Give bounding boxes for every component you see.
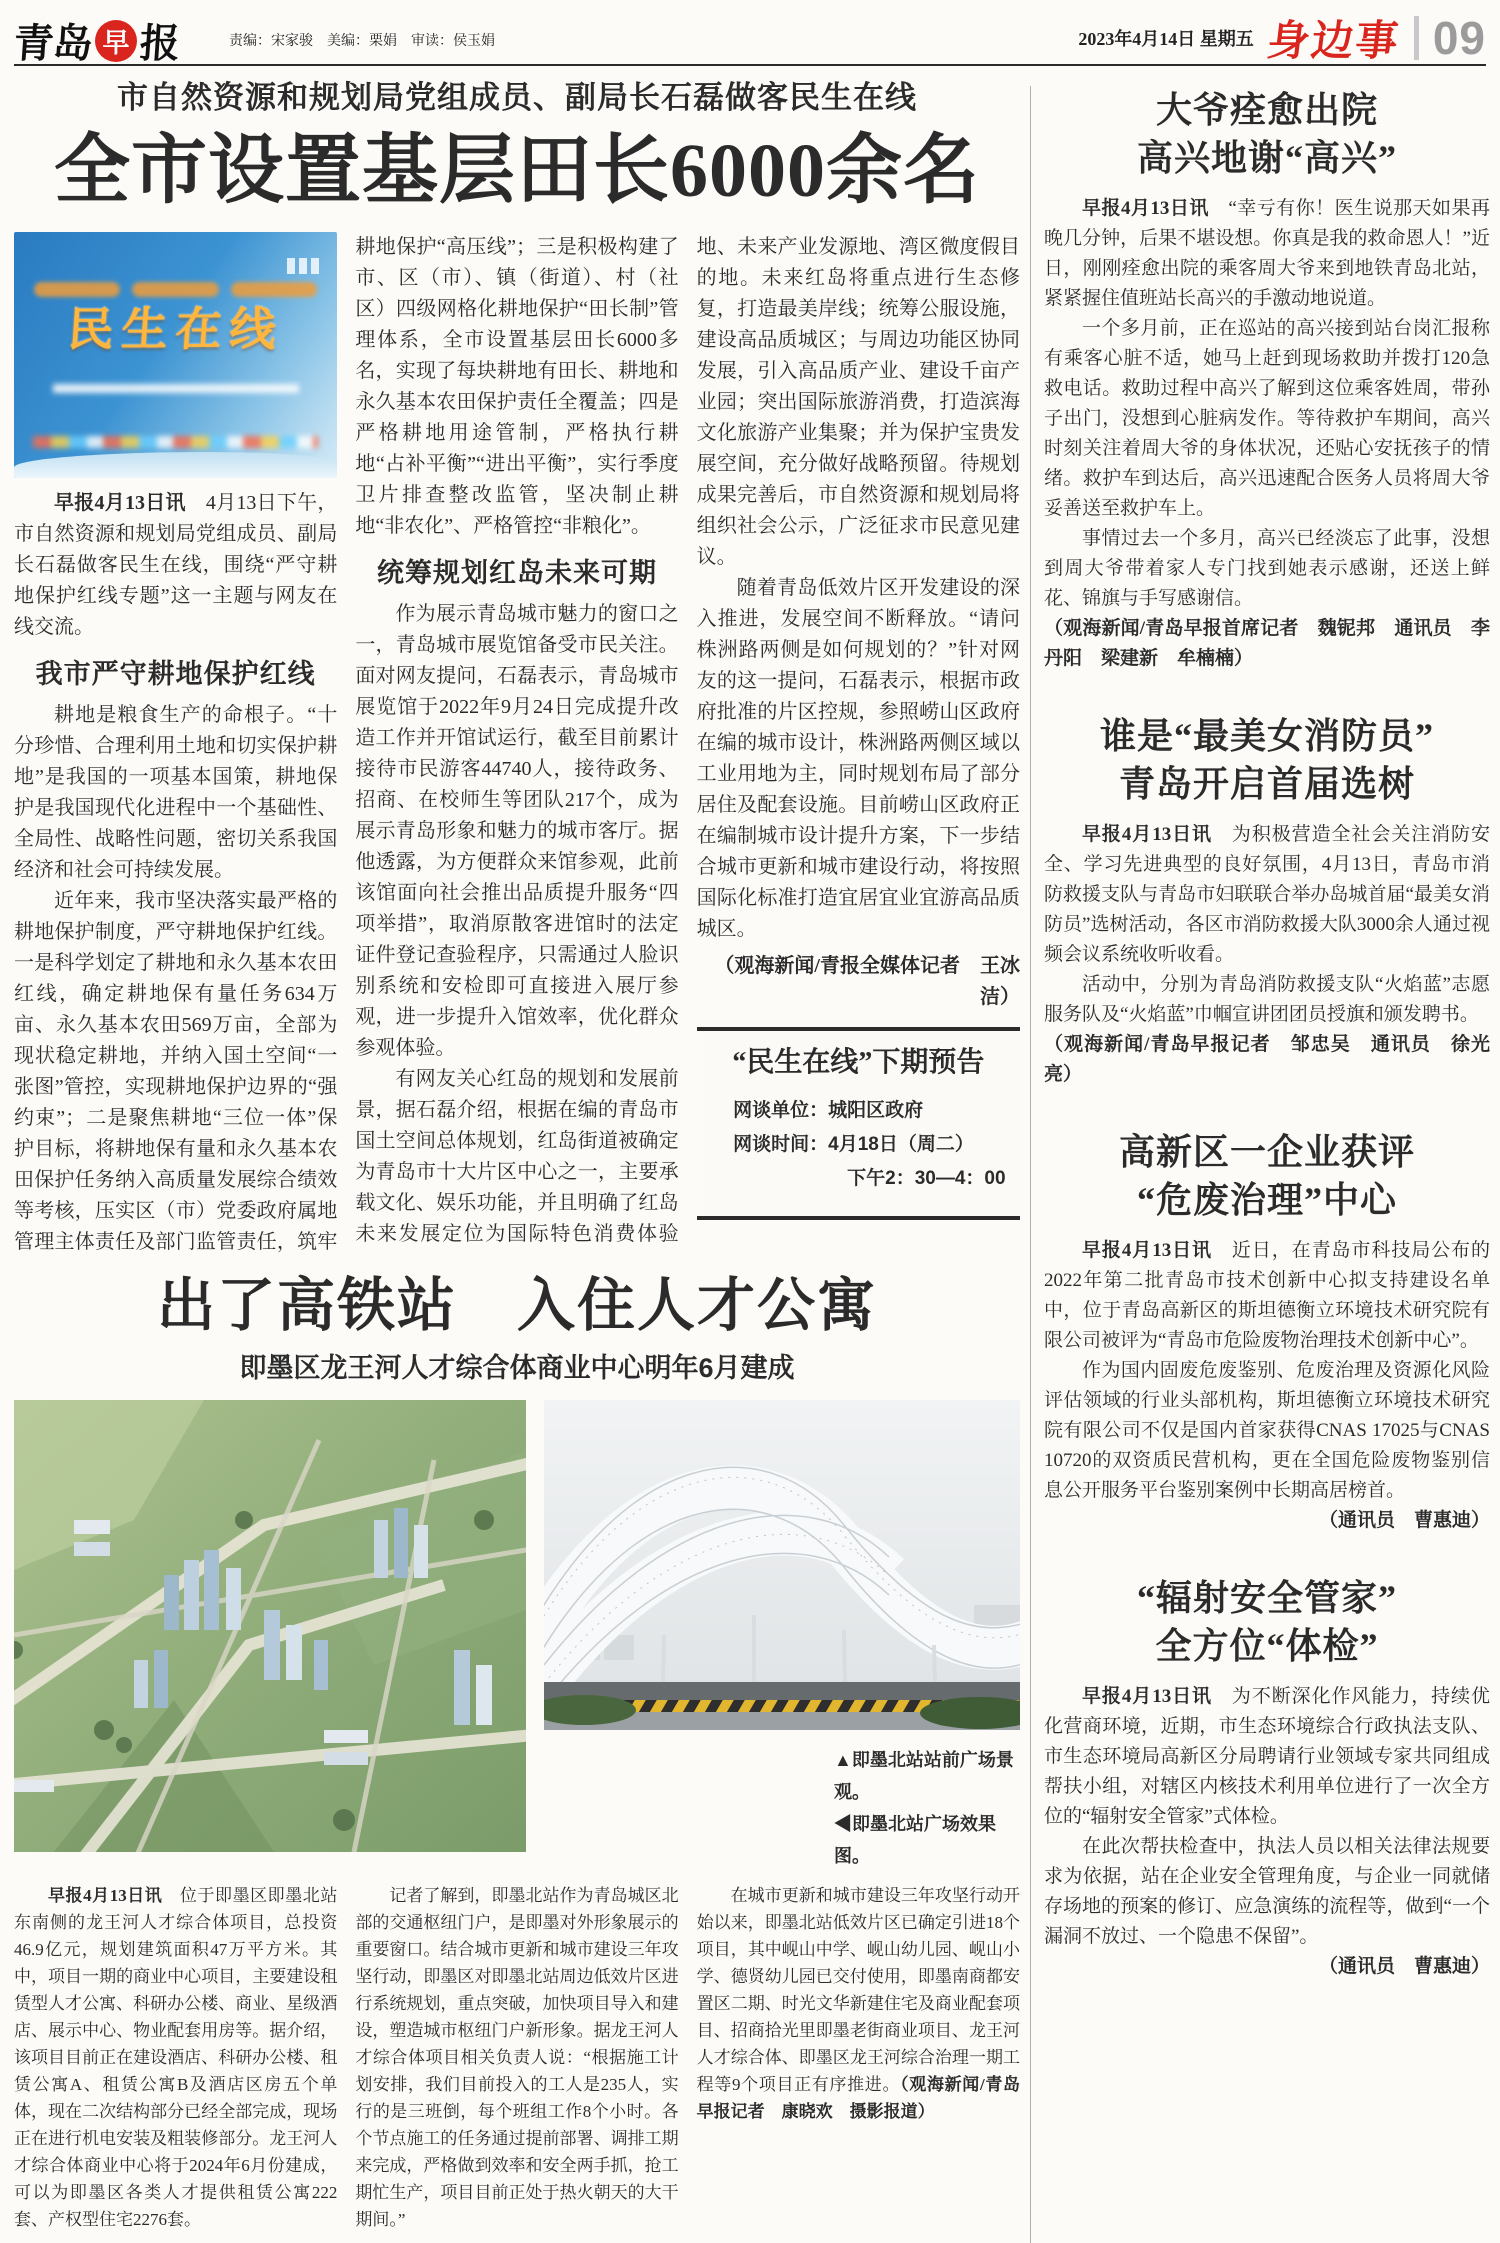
banner-title: 民生在线 (65, 303, 286, 355)
paragraph: 作为展示青岛城市魅力的窗口之一，青岛城市展览馆备受市民关注。面对网友提问，石磊表示，青岛城市展览馆于2022年9月24日完成提升改造工作并开馆试运行，截至目前累计接待市民游客44740人，接待政务、招商、在校师生等团队217个，成为展示青岛形象和魅力的城市客厅。据他透露，为方便群众来馆参观，此前该馆面向社会推出品质提升服务“四项举措”，取消原散客进馆时的法定证件登记查验程序，只需通过人脸识别系统和安检即可直接进入展厅参观，进一步提升入馆效率，优化群众参观体验。 (355, 603, 679, 1059)
page-header (14, 6, 1486, 66)
article-kicker: 市自然资源和规划局党组成员、副局长石磊做客民生在线 (117, 80, 917, 115)
preview-box-line: 网谈单位：城阳区政府 (733, 1100, 924, 1121)
preview-box-title: “民生在线”下期预告 (732, 1047, 985, 1078)
banner-subtext-bar (53, 384, 299, 393)
article-body-columns (14, 1882, 1020, 2243)
byline: （观海新闻/青岛早报记者 邹忠吴 通讯员 徐光亮） (1044, 1034, 1490, 1085)
section-head-1: 我市严守耕地保护红线 (35, 659, 316, 689)
sidebar-column (1044, 86, 1490, 2243)
photo-row (14, 1400, 1020, 1872)
article-headline: 出了高铁站 入住人才公寓 (156, 1273, 877, 1338)
preview-box-line: 网谈时间：4月18日（周二） (733, 1134, 974, 1155)
paragraph: 在城市更新和城市建设三年攻坚行动开始以来，即墨北站低效片区已确定引进18个项目，其中岘山中学、岘山幼儿园、岘山小学、德贤幼儿园已交付使用，即墨南商都安置区二期、时光文华新建住宅及商业配套项目、招商拾光里即墨老街商业项目、龙王河人才综合体、即墨区龙王河综合治理一期工程等9个项目正有序推进。（观海新闻/青岛早报记者 康晓欢 摄影报道） (696, 1886, 1020, 2121)
article-headline: 高新区一企业获评 “危废治理”中心 (1118, 1132, 1415, 1220)
masthead-seal-icon: 早 (95, 20, 137, 62)
dateline: 早报4月13日讯 (1082, 1240, 1232, 1261)
paragraph: 一个多月前，正在巡站的高兴接到站台岗汇报称有乘客心脏不适，她马上赶到现场救助并拨打120急救电话。救助过程中高兴了解到这位乘客姓周，带孙子出门，没想到心脏病发作。等待救护车期间，高兴时刻关注着周大爷的身体状况，还贴心安抚孩子的情绪。救护车到达后，高兴迅速配合医务人员将周大爷妥善送至救护车上。 (1044, 318, 1490, 519)
preview-box-line: 下午2：30—4：00 (847, 1168, 1006, 1189)
banner-logos-bar (33, 436, 318, 448)
paragraph: 近年来，我市坚决落实最严格的耕地保护制度，严守耕地保护红线。一是科学划定了耕地和永久基本农田红线，确定耕地保有量任务634万亩、永久基本农田569万亩，全部为现状稳定耕地，并纳入国土空间“一张图”管控，实现耕地保护边界的“强约束”；二是聚焦耕地“三位一体”保护目标，将耕地保有量和永久基本农田保护任务纳入高质量发展综合绩效等考核，压实区（市）党委政府属地管理主体责任及部门监管责任，筑牢耕地保护“高压线”；三是积极构建了市、区（市）、镇（街道）、村（社区）四级网格化耕地保护“田长制”管理体系，全市设置基层田长6000多名，实现了每块耕地有田长、耕地和永久基本农田保护责任全覆盖；四是严格耕地用途管制，严格执行耕地“占补平衡”“进出平衡”，实行季度卫片排查整改监管，坚决制止耕地“非农化”、严格管控“非粮化”。 (14, 236, 679, 1253)
article-headline: 全市设置基层田长6000余名 (54, 129, 980, 213)
byline: （观海新闻/青报全媒体记者 王冰洁） (714, 955, 1020, 1008)
lead-paragraph: 早报4月13日讯 近日，在青岛市科技局公布的2022年第二批青岛市技术创新中心拟支持建设名单中，位于青岛高新区的斯坦德衡立环境技术研究院有限公司被评为“青岛市危险废物治理技术创新中心”。 (1044, 1240, 1490, 1351)
dateline: 早报4月13日讯 (54, 492, 206, 514)
article-field-chiefs (14, 78, 1020, 1266)
column-divider-rule (1030, 86, 1031, 2243)
dateline: 早报4月13日讯 (1082, 198, 1229, 219)
station-plaza-photo (544, 1400, 1020, 1730)
article-radiation-safety-check (1044, 1574, 1490, 1982)
section-title: 身边事 (1264, 17, 1403, 64)
article-subhead: 即墨区龙王河人才综合体商业中心明年6月建成 (239, 1353, 795, 1383)
dateline: 早报4月13日讯 (1082, 1686, 1232, 1707)
lead-paragraph: 早报4月13日讯 位于即墨区即墨北站东南侧的龙王河人才综合体项目，总投资46.9亿元，规划建筑面积47万平方米。其中，项目一期的商业中心项目，主要建设租赁型人才公寓、科研办公楼、商业、星级酒店、展示中心、物业配套用房等。据介绍，该项目目前正在建设酒店、科研办公楼、租赁公寓A、租赁公寓B及酒店区房五个单体，现在二次结构部分已经全部完成，现场正在进行机电安装及粗装修部分。龙王河人才综合体商业中心将于2024年6月份建成，可以为即墨区各类人才提供租赁公寓222套、产权型住宅2276套。 (14, 1886, 338, 2229)
paragraph: 耕地是粮食生产的命根子。“十分珍惜、合理利用土地和切实保护耕地”是我国的一项基本国策，耕地保护是我国现代化进程中一个基础性、全局性、战略性问题，密切关系我国经济和社会可持续发展。 (14, 704, 338, 881)
photo-caption: ▲即墨北站站前广场景观。 (834, 1750, 1014, 1802)
article-talent-apartments (14, 1272, 1020, 2243)
article-grandpa-thanks (1044, 86, 1490, 674)
article-body-columns (14, 232, 1020, 1266)
dateline: 早报4月13日讯 (48, 1886, 180, 1905)
banner-pixel-decoration (287, 258, 321, 274)
right-photo-and-captions (544, 1400, 1020, 1872)
lead-paragraph: 早报4月13日讯 4月13日下午，市自然资源和规划局党组成员、副局长石磊做客民生在线，围绕“严守耕地保护红线专题”这一主题与网友在线交流。 (14, 492, 338, 638)
dateline: 早报4月13日讯 (1082, 824, 1232, 845)
byline: （通讯员 曹惠迪） (1318, 1510, 1490, 1531)
banner-wave-decoration (14, 452, 337, 478)
section-head-2: 统筹规划红岛未来可期 (376, 558, 657, 588)
lead-paragraph: 早报4月13日讯 为积极营造全社会关注消防安全、学习先进典型的良好氛围，4月13日，青岛市消防救援支队与青岛市妇联联合举办岛城首届“最美女消防员”选树活动，各区市消防救援大队3000余人通过视频会议系统收听收看。 (1044, 824, 1490, 965)
header-divider (1414, 16, 1419, 60)
next-session-preview-box (697, 1027, 1020, 1220)
masthead-text: 报 (138, 22, 181, 66)
issue-date: 2023年4月14日 星期五 (1078, 29, 1254, 49)
article-hazardous-waste-center (1044, 1128, 1490, 1536)
masthead-text: 青岛 (12, 22, 94, 66)
paragraph: 随着青岛低效片区开发建设的深入推进，发展空间不断释放。“请问株洲路两侧是如何规划的？”针对网友的这一提问，石磊表示，根据市政府批准的片区控规，参照崂山区政府在编的城市设计，株洲路两侧区域以工业用地为主，同时规划布局了部分居住及配套设施。目前崂山区政府正在编制城市设计提升方案，下一步结合城市更新和城市建设行动，将按照国际化标准打造宜居宜业宜游高品质城区。 (696, 577, 1020, 940)
article-headline: 大爷痊愈出院 高兴地谢“高兴” (1136, 90, 1397, 178)
paragraph: 活动中，分别为青岛消防救援支队“火焰蓝”志愿服务队及“火焰蓝”巾帼宣讲团团员授旗和颁发聘书。 (1044, 974, 1490, 1025)
paragraph: 有网友关心红岛的规划和发展前景，据石磊介绍，根据在编的青岛市国土空间总体规划，红岛街道被确定为青岛市十大片区中心之一，主要承载文化、娱乐功能，并且明确了红岛未来发展定位为国际特色消费体验地、未来产业发源地、湾区微度假目的地。未来红岛将重点进行生态修复，打造最美岸线；统筹公服设施，建设高品质城区；与周边功能区协同发展，引入高品质产业、建设千亩产业园；突出国际旅游消费，打造滨海文化旅游产业集聚；并为保护宝贵发展空间，充分做好战略预留。待规划成果完善后，市自然资源和规划局将组织社会公示，广泛征求市民意见建议。 (355, 236, 1020, 1245)
editor-credits: 责编：宋家骏 美编：栗娟 审读：侯玉娟 (229, 32, 495, 48)
byline: （通讯员 曹惠迪） (1318, 1956, 1490, 1977)
article-headline: “辐射安全管家” 全方位“体检” (1136, 1578, 1397, 1666)
page-number: 09 (1432, 12, 1486, 64)
banner-slogan-bars (34, 282, 317, 297)
photo-caption: ◀即墨北站广场效果图。 (834, 1814, 996, 1866)
lead-paragraph: 早报4月13日讯 为不断深化作风能力，持续优化营商环境，近期，市生态环境综合行政执法支队、市生态环境局高新区分局聘请行业领域专家共同组成帮扶小组，对辖区内核技术利用单位进行了一次全方位的“辐射安全管家”式体检。 (1044, 1686, 1490, 1827)
minsheng-online-banner (14, 232, 337, 478)
article-firewoman-selection (1044, 712, 1490, 1090)
aerial-rendering-photo (14, 1400, 526, 1852)
paragraph: 记者了解到，即墨北站作为青岛城区北部的交通枢纽门户，是即墨对外形象展示的重要窗口。结合城市更新和城市建设三年攻坚行动，即墨区对即墨北站周边低效片区进行系统规划，重点突破，加快项目导入和建设，塑造城市枢纽门户新形象。据龙王河人才综合体项目相关负责人说：“根据施工计划安排，我们目前投入的工人是235人，实行的是三班倒，每个班组工作8个小时。各个节点施工的任务通过提前部署、调排工期来完成，严格做到效率和安全两手抓，抢工期忙生产，项目目前正处于热火朝天的大干期间。” (355, 1886, 679, 2229)
paragraph: 在此次帮扶检查中，执法人员以相关法律法规要求为依据，站在企业安全管理角度，与企业一同就储存场地的预案的修订、应急演练的流程等，做到“一个漏洞不放过、一个隐患不保留”。 (1044, 1836, 1490, 1947)
byline: （观海新闻/青岛早报首席记者 魏铌邦 通讯员 李丹阳 梁建新 牟楠楠） (1044, 618, 1490, 669)
masthead-logo (14, 12, 179, 69)
header-right (1078, 8, 1486, 68)
paragraph: 作为国内固废危废鉴别、危废治理及资源化风险评估领域的行业头部机构，斯坦德衡立环境技术研究院有限公司不仅是国内首家获得CNAS 17025与CNAS 10720的双资质民营机构，更在全国危险废物鉴别信息公开服务平台鉴别案例中长期高居榜首。 (1044, 1360, 1490, 1501)
byline: （观海新闻/青岛早报记者 康晓欢 摄影报道） (696, 2075, 1020, 2121)
article-headline: 谁是“最美女消防员” 青岛开启首届选树 (1099, 716, 1434, 804)
paragraph: 事情过去一个多月，高兴已经淡忘了此事，没想到周大爷带着家人专门找到她表示感谢，还送上鲜花、锦旗与手写感谢信。 (1044, 528, 1490, 609)
lead-paragraph: 早报4月13日讯 “幸亏有你！医生说那天如果再晚几分钟，后果不堪设想。你真是我的救命恩人！”近日，刚刚痊愈出院的乘客周大爷来到地铁青岛北站，紧紧握住值班站长高兴的手激动地说道。 (1044, 198, 1490, 309)
photo-captions (834, 1744, 1020, 1872)
